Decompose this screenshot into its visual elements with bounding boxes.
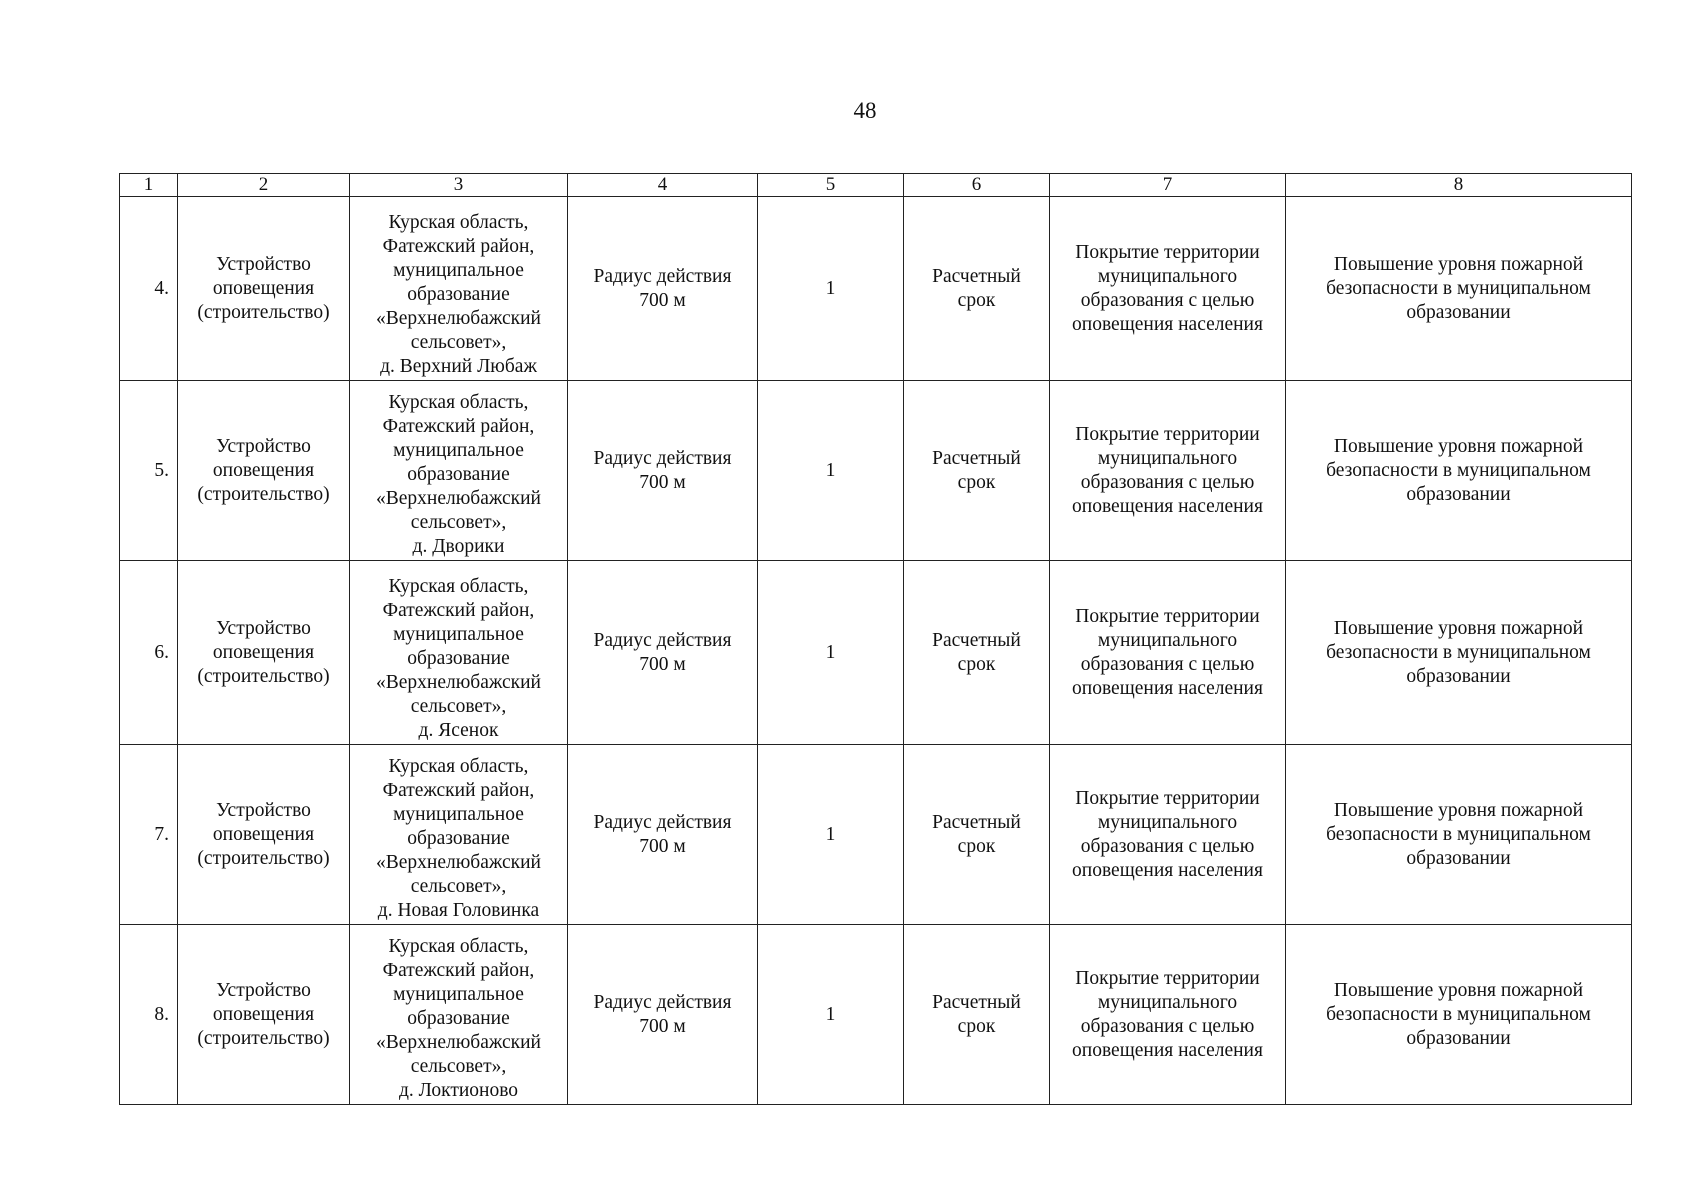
column-number: 7 (1050, 174, 1286, 197)
table-row (120, 561, 1632, 745)
row-number: 4. (120, 197, 178, 381)
location: Курская область, Фатежский район, муниципальное образование «Верхнелюбажский сельсовет», д. Верхний Любаж (350, 197, 568, 381)
characteristic: Радиус действия 700 м (568, 925, 758, 1105)
term: Расчетный срок (904, 197, 1050, 381)
measure-name: Устройство оповещения (строительство) (178, 197, 350, 381)
characteristic: Радиус действия 700 м (568, 197, 758, 381)
effect: Повышение уровня пожарной безопасности в муниципальном образовании (1286, 745, 1632, 925)
characteristic: Радиус действия 700 м (568, 561, 758, 745)
row-number: 6. (120, 561, 178, 745)
quantity: 1 (758, 745, 904, 925)
term: Расчетный срок (904, 561, 1050, 745)
table-row (120, 381, 1632, 561)
effect: Повышение уровня пожарной безопасности в муниципальном образовании (1286, 197, 1632, 381)
measure-name: Устройство оповещения (строительство) (178, 561, 350, 745)
quantity: 1 (758, 197, 904, 381)
quantity: 1 (758, 925, 904, 1105)
location: Курская область, Фатежский район, муниципальное образование «Верхнелюбажский сельсовет», д. Ясенок (350, 561, 568, 745)
column-number: 8 (1286, 174, 1632, 197)
effect: Повышение уровня пожарной безопасности в муниципальном образовании (1286, 381, 1632, 561)
purpose: Покрытие территории муниципального образования с целью оповещения населения (1050, 745, 1286, 925)
measure-name: Устройство оповещения (строительство) (178, 745, 350, 925)
column-number: 5 (758, 174, 904, 197)
table-row (120, 925, 1632, 1105)
column-number-row (120, 174, 1632, 197)
location: Курская область, Фатежский район, муниципальное образование «Верхнелюбажский сельсовет», д. Новая Головинка (350, 745, 568, 925)
row-number: 7. (120, 745, 178, 925)
location: Курская область, Фатежский район, муниципальное образование «Верхнелюбажский сельсовет», д. Дворики (350, 381, 568, 561)
location: Курская область, Фатежский район, муниципальное образование «Верхнелюбажский сельсовет», д. Локтионово (350, 925, 568, 1105)
measure-name: Устройство оповещения (строительство) (178, 381, 350, 561)
purpose: Покрытие территории муниципального образования с целью оповещения населения (1050, 197, 1286, 381)
term: Расчетный срок (904, 381, 1050, 561)
term: Расчетный срок (904, 745, 1050, 925)
column-number: 1 (120, 174, 178, 197)
table-row (120, 197, 1632, 381)
purpose: Покрытие территории муниципального образования с целью оповещения населения (1050, 925, 1286, 1105)
purpose: Покрытие территории муниципального образования с целью оповещения населения (1050, 561, 1286, 745)
page-number: 48 (853, 98, 877, 123)
row-number: 8. (120, 925, 178, 1105)
column-number: 6 (904, 174, 1050, 197)
column-number: 4 (568, 174, 758, 197)
purpose: Покрытие территории муниципального образования с целью оповещения населения (1050, 381, 1286, 561)
column-number: 2 (178, 174, 350, 197)
table-row (120, 745, 1632, 925)
effect: Повышение уровня пожарной безопасности в муниципальном образовании (1286, 561, 1632, 745)
term: Расчетный срок (904, 925, 1050, 1105)
quantity: 1 (758, 381, 904, 561)
quantity: 1 (758, 561, 904, 745)
measure-name: Устройство оповещения (строительство) (178, 925, 350, 1105)
column-number: 3 (350, 174, 568, 197)
characteristic: Радиус действия 700 м (568, 745, 758, 925)
characteristic: Радиус действия 700 м (568, 381, 758, 561)
measures-table (119, 173, 1632, 1105)
row-number: 5. (120, 381, 178, 561)
effect: Повышение уровня пожарной безопасности в муниципальном образовании (1286, 925, 1632, 1105)
